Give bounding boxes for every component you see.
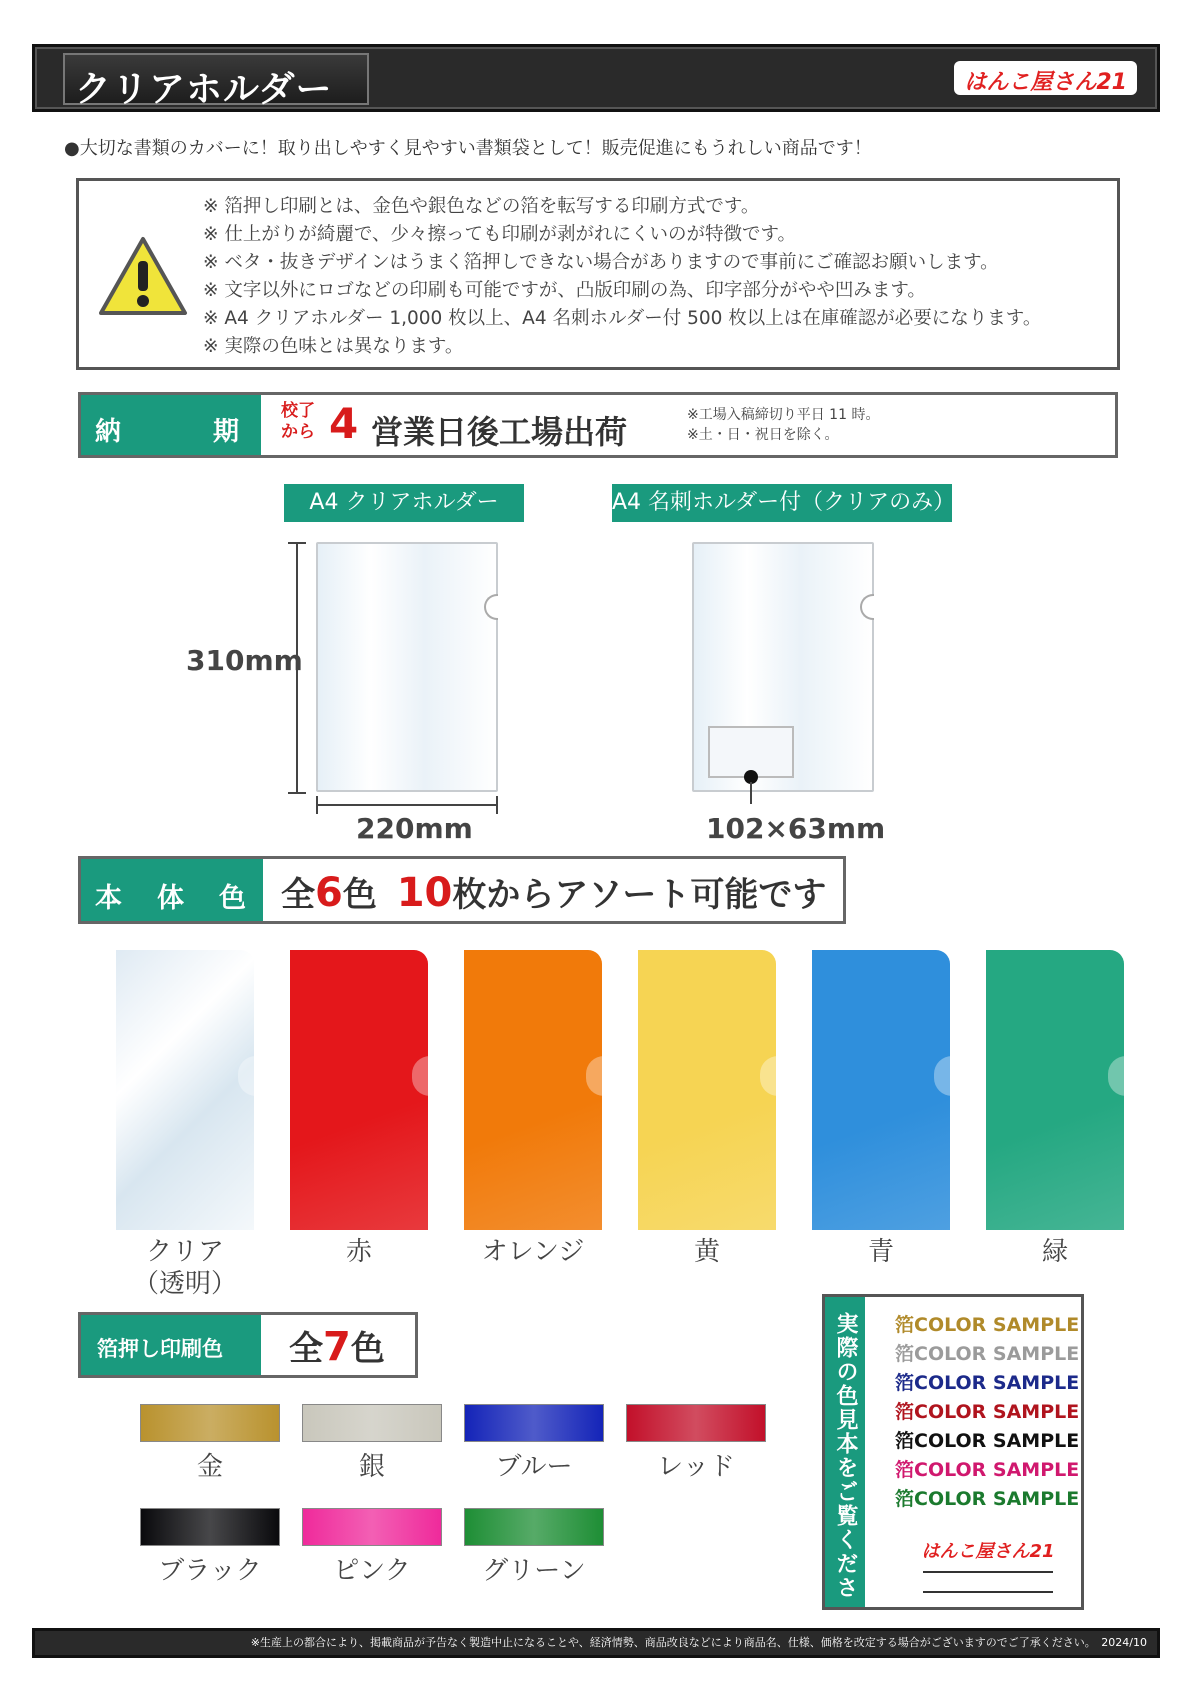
delivery-small: 校了から: [281, 401, 315, 442]
color-swatch: [638, 950, 776, 1230]
bc-mid: 色: [342, 875, 377, 915]
dim-tick: [288, 542, 306, 544]
intro-text: ●大切な書類のカバーに！取り出しやすく見やすい書類袋として！販売促進にもうれしい商品です！: [64, 138, 872, 159]
swatch-notch: [412, 1056, 430, 1096]
foil-swatch: [302, 1508, 442, 1546]
body-color-label-char: 本: [95, 883, 122, 914]
sample-list: [895, 1311, 1079, 1514]
color-swatch: [116, 950, 254, 1230]
sample-row: 箔COLOR SAMPLE: [895, 1401, 1080, 1423]
foil-count: 7: [323, 1324, 351, 1370]
height-label: 310mm: [186, 644, 303, 677]
notice-line: ※ 文字以外にロゴなどの印刷も可能ですが、凸版印刷の為、印字部分がやや凹みます。: [203, 280, 926, 301]
foil-suffix: 色: [350, 1329, 385, 1369]
body-color-box: [78, 856, 846, 924]
delivery-box: [78, 392, 1118, 458]
page-title: クリアホルダー: [75, 69, 333, 110]
title-box: [63, 53, 369, 110]
sample-side-label: 実際の色見本をご覧ください: [825, 1297, 865, 1607]
delivery-label-right: 期: [213, 417, 240, 447]
foil-swatch-label: ブラック: [158, 1556, 262, 1586]
notice-line: ※ A4 クリアホルダー 1,000 枚以上、A4 名刺ホルダー付 500 枚以上は在庫確認が必要になります。: [203, 308, 1042, 329]
sample-row: 箔COLOR SAMPLE: [895, 1343, 1080, 1365]
foil-label: [81, 1315, 261, 1375]
foil-swatch-label: グリーン: [482, 1556, 586, 1586]
color-swatch: [464, 950, 602, 1230]
foil-swatch: [464, 1404, 604, 1442]
body-color-label: [81, 859, 263, 921]
foil-swatch-label: ブルー: [495, 1452, 573, 1482]
delivery-label-left: 納: [95, 417, 122, 447]
sample-row: 箔COLOR SAMPLE: [895, 1430, 1080, 1452]
dim-tick: [316, 796, 318, 814]
body-color-text: [281, 867, 826, 916]
swatch-notch: [586, 1056, 604, 1096]
a4-holder-diagram: [316, 542, 498, 792]
bc-suffix: 枚からアソート可能です: [452, 875, 827, 915]
color-swatch-label: 赤: [345, 1237, 372, 1267]
notice-line: ※ ベタ・抜きデザインはうまく箔押しできない場合がありますので事前にご確認お願いします。: [203, 252, 999, 273]
sample-logo-strip: [923, 1571, 1053, 1593]
foil-swatch-label: ピンク: [333, 1556, 411, 1586]
dim-tick: [288, 792, 306, 794]
width-dim-line: [316, 804, 498, 806]
foil-swatch-label: 金: [196, 1452, 223, 1482]
foil-color-box: [78, 1312, 418, 1378]
foil-prefix: 全: [289, 1329, 323, 1369]
swatch-notch: [1108, 1056, 1126, 1096]
color-sample-box: [793, 1294, 1084, 1610]
foil-swatch: [140, 1404, 280, 1442]
card-holder-diagram: [692, 542, 874, 792]
foil-swatch: [302, 1404, 442, 1442]
notice-line: ※ 仕上がりが綺麗で、少々擦っても印刷が剥がれにくいのが特徴です。: [203, 224, 797, 245]
swatch-notch: [238, 1056, 256, 1096]
sample-row: 箔COLOR SAMPLE: [895, 1459, 1080, 1481]
notice-box: [76, 178, 1120, 370]
a4-caption: A4 クリアホルダー: [284, 484, 524, 522]
delivery-note: ※工場入稿締切り平日 11 時。: [687, 407, 880, 423]
card-caption: A4 名刺ホルダー付（クリアのみ）: [612, 484, 952, 522]
card-size-label: 102×63mm: [706, 812, 886, 845]
foil-text: [289, 1321, 385, 1370]
swatch-notch: [934, 1056, 952, 1096]
foil-swatch-label: レッド: [657, 1452, 735, 1482]
bc-assort-num: 10: [396, 870, 453, 916]
color-swatch: [290, 950, 428, 1230]
sample-logo-text: はんこ屋さん21: [921, 1541, 1055, 1562]
header-bar: [32, 44, 1160, 112]
delivery-main: 営業日後工場出荷: [371, 413, 628, 451]
notice-line: ※ 実際の色味とは異なります。: [203, 336, 464, 357]
warning-icon: [97, 231, 189, 319]
foil-swatch: [140, 1508, 280, 1546]
foil-swatch-label: 銀: [358, 1452, 385, 1482]
footer-bar: ※生産上の都合により、掲載商品が予告なく製造中止になることや、経済情勢、商品改良などにより商品名、仕様、価格を改定する場合がございますのでご了承ください。 2024/10: [32, 1628, 1160, 1658]
bc-prefix: 全: [281, 875, 315, 915]
color-swatch-label: クリア （透明）: [132, 1237, 237, 1299]
color-swatch: [812, 950, 950, 1230]
delivery-note: ※土・日・祝日を除く。: [687, 427, 839, 443]
dim-tick: [496, 796, 498, 814]
color-swatch-label: 緑: [1041, 1237, 1068, 1267]
delivery-notes: [687, 405, 879, 445]
body-color-label-char: 体: [157, 883, 184, 914]
sample-row: 箔COLOR SAMPLE: [895, 1314, 1080, 1336]
holder-notch: [484, 594, 498, 620]
width-label: 220mm: [356, 812, 473, 845]
foil-swatch: [626, 1404, 766, 1442]
sample-row: 箔COLOR SAMPLE: [895, 1488, 1080, 1510]
swatch-notch: [760, 1056, 778, 1096]
foil-swatch: [464, 1508, 604, 1546]
color-swatch-label: 黄: [693, 1237, 720, 1267]
holder-notch: [860, 594, 874, 620]
delivery-days: 4: [329, 399, 359, 448]
foil-label-text: 箔押し印刷色: [97, 1337, 223, 1361]
color-swatch-label: オレンジ: [481, 1237, 585, 1267]
body-color-label-char: 色: [219, 883, 246, 914]
sample-logo: [913, 1535, 1063, 1597]
color-swatch: [986, 950, 1124, 1230]
notice-line: ※ 箔押し印刷とは、金色や銀色などの箔を転写する印刷方式です。: [203, 196, 760, 217]
bc-count: 6: [315, 870, 343, 916]
pocket-leader: [750, 782, 752, 804]
color-swatch-label: 青: [867, 1237, 894, 1267]
sample-row: 箔COLOR SAMPLE: [895, 1372, 1080, 1394]
brand-logo: はんこ屋さん21: [954, 61, 1137, 95]
delivery-label: [81, 395, 261, 455]
notice-list: [203, 193, 1041, 361]
